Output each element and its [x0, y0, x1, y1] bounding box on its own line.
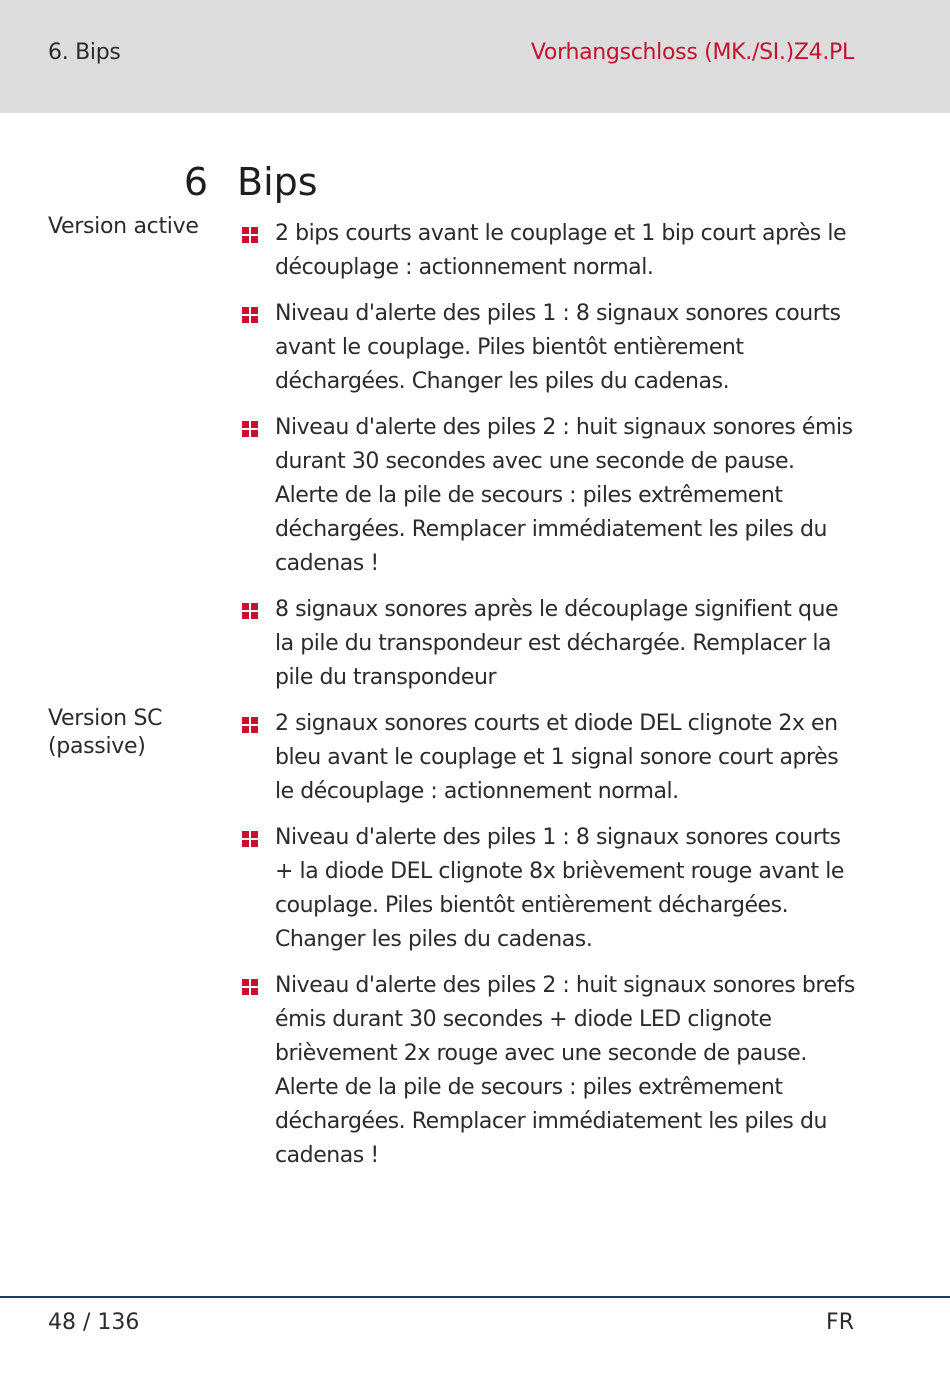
list-item-text: 2 signaux sonores courts et diode DEL clignote 2x en bleu avant le couplage et 1 signal sonore court après le découplage : actionnement normal.: [275, 711, 839, 804]
list-item-text: 2 bips courts avant le couplage et 1 bip court après le découplage : actionnement normal.: [275, 221, 847, 280]
language-code: FR: [826, 1310, 854, 1335]
list-item: [240, 821, 860, 957]
running-section-title: 6. Bips: [48, 40, 121, 65]
list-item-text: Niveau d'alerte des piles 2 : huit signaux sonores brefs émis durant 30 secondes + diode LED clignote brièvement 2x rouge avec une seconde de pause. Alerte de la pile de secours : piles extrêmement déchargées. Remplacer immédiatement les piles du cadenas !: [275, 973, 855, 1168]
bullet-icon: [242, 979, 258, 995]
bullet-icon: [242, 603, 258, 619]
list-item: [240, 969, 860, 1173]
bullet-icon: [242, 227, 258, 243]
page-header: [0, 0, 950, 113]
page-number: 48 / 136: [48, 1310, 140, 1335]
section-label-line: Version active: [48, 214, 199, 239]
section-label: [48, 705, 223, 761]
bullet-icon: [242, 307, 258, 323]
section-label-line: (passive): [48, 734, 146, 759]
list-item: [240, 593, 860, 695]
list-item: [240, 297, 860, 399]
bullet-list: [240, 217, 860, 707]
bullet-icon: [242, 421, 258, 437]
bullet-list: [240, 707, 860, 1185]
footer-divider: [0, 1296, 950, 1298]
list-item-text: Niveau d'alerte des piles 2 : huit signaux sonores émis durant 30 secondes avec une seconde de pause. Alerte de la pile de secours : piles extrêmement déchargées. Remplacer immédiatement les piles du cadenas !: [275, 415, 853, 576]
running-product-title: Vorhangschloss (MK./SI.)Z4.PL: [530, 40, 854, 65]
section-label: [48, 213, 223, 241]
list-item: [240, 411, 860, 581]
chapter-title: Bips: [237, 160, 318, 204]
chapter-number: 6: [183, 160, 208, 204]
list-item: [240, 707, 860, 809]
section-label-line: Version SC: [48, 706, 163, 731]
list-item-text: Niveau d'alerte des piles 1 : 8 signaux sonores courts + la diode DEL clignote 8x brièvement rouge avant le couplage. Piles bientôt entièrement déchargées. Changer les piles du cadenas.: [275, 825, 844, 952]
list-item-text: 8 signaux sonores après le découplage signifient que la pile du transpondeur est déchargée. Remplacer la pile du transpondeur: [275, 597, 839, 690]
list-item-text: Niveau d'alerte des piles 1 : 8 signaux sonores courts avant le couplage. Piles bientôt entièrement déchargées. Changer les piles du cadenas.: [275, 301, 841, 394]
list-item: [240, 217, 860, 285]
bullet-icon: [242, 831, 258, 847]
bullet-icon: [242, 717, 258, 733]
